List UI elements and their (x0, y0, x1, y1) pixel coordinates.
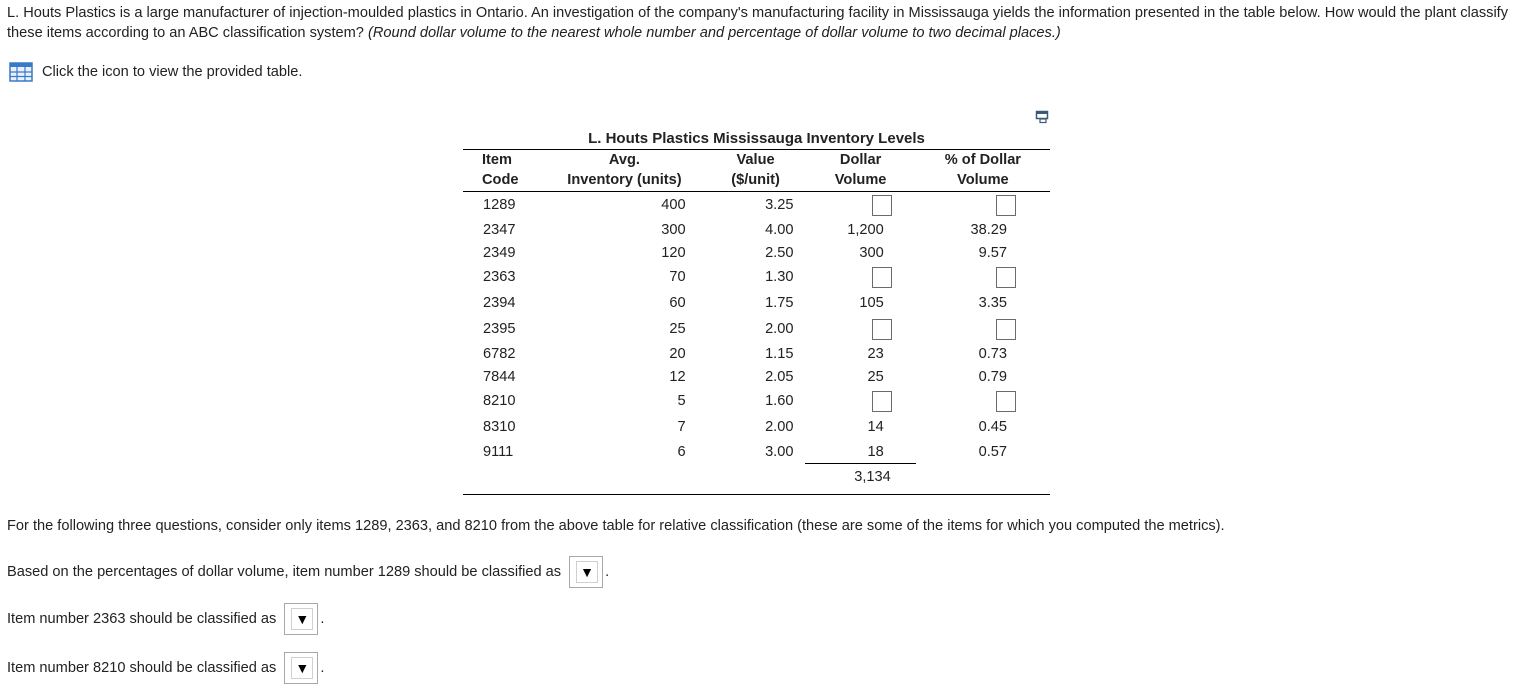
unit-value-cell: 3.00 (765, 443, 794, 460)
table-row (463, 192, 1050, 219)
dollar-volume-cell: 1,200 (847, 221, 884, 238)
item-code-cell: 1289 (483, 197, 516, 213)
pct-dollar-volume-cell (916, 264, 1050, 290)
question-2-text: Item number 2363 should be classified as (7, 611, 277, 627)
dollar-volume-cell: 23 (867, 345, 884, 362)
table-body (463, 192, 1050, 491)
table-row (463, 365, 1050, 388)
pct-dollar-volume-cell: 0.79 (978, 368, 1007, 385)
dollar-volume-cell: 105 (859, 295, 884, 311)
item-code-cell: 2394 (483, 295, 516, 311)
view-table-link[interactable] (9, 62, 302, 82)
header-value-1: Value (706, 150, 806, 171)
popout-window-icon[interactable] (1035, 110, 1051, 124)
table-row (463, 218, 1050, 241)
avg-inventory-cell: 300 (661, 221, 686, 238)
pct-dollar-volume-cell: 9.57 (978, 244, 1007, 261)
inventory-table-container (463, 129, 1050, 495)
table-grid-icon[interactable] (9, 62, 33, 82)
pct-dollar-volume-cell: 0.73 (978, 345, 1007, 362)
dollar-volume-input[interactable] (872, 391, 892, 412)
avg-inventory-cell: 7 (677, 419, 686, 435)
total-dollar-volume: 3,134 (854, 469, 891, 485)
item-code-cell: 6782 (483, 345, 516, 362)
table-row (463, 264, 1050, 290)
empty-cell (916, 464, 1050, 491)
dropdown-arrow-icon[interactable]: ▼ (580, 564, 595, 580)
question-3-text: Item number 8210 should be classified as (7, 660, 277, 676)
avg-inventory-cell: 70 (669, 269, 686, 285)
header-avg-1: Avg. (543, 150, 705, 171)
dollar-volume-cell: 18 (805, 440, 915, 464)
dollar-volume-input[interactable] (872, 195, 892, 216)
unit-value-cell: 3.25 (765, 197, 794, 213)
dropdown-arrow-box[interactable] (291, 657, 313, 679)
table-row (463, 241, 1050, 264)
pct-dollar-volume-input[interactable] (996, 391, 1016, 412)
item-code-cell: 8210 (483, 393, 516, 409)
header-dollar-2: Volume (805, 170, 915, 192)
pct-dollar-volume-input[interactable] (996, 267, 1016, 288)
unit-value-cell: 4.00 (765, 221, 794, 238)
unit-value-cell: 2.05 (765, 368, 794, 385)
classification-dropdown-8210[interactable] (284, 652, 318, 684)
item-code-cell: 8310 (483, 419, 516, 435)
avg-inventory-cell: 6 (677, 443, 686, 460)
table-row (463, 290, 1050, 316)
pct-dollar-volume-input[interactable] (996, 319, 1016, 340)
unit-value-cell: 1.60 (765, 393, 794, 409)
header-pct-1: % of Dollar (916, 150, 1050, 171)
item-code-cell: 2363 (483, 269, 516, 285)
classification-dropdown-2363[interactable] (284, 603, 318, 635)
header-value-2: ($/unit) (706, 170, 806, 192)
question-text (7, 3, 1512, 43)
dropdown-arrow-icon[interactable]: ▼ (295, 611, 310, 627)
question-body: L. Houts Plastics is a large manufacturer of injection-moulded plastics in Ontario. An investigation of the company's manufacturing facility in Mississauga yields the information presented in the table below. How would the plant classify these items according to an ABC classification system? (7, 5, 1509, 41)
unit-value-cell: 2.50 (765, 244, 794, 261)
unit-value-cell: 2.00 (765, 419, 794, 435)
dropdown-arrow-icon[interactable]: ▼ (295, 660, 310, 676)
total-row (463, 464, 1050, 491)
avg-inventory-cell: 120 (661, 244, 686, 261)
dollar-volume-cell: 25 (867, 368, 884, 385)
question-2 (7, 603, 324, 635)
pct-dollar-volume-cell (916, 316, 1050, 342)
header-avg-2: Inventory (units) (543, 170, 705, 192)
item-code-cell: 9111 (483, 443, 514, 460)
header-pct-2: Volume (916, 170, 1050, 192)
table-row (463, 316, 1050, 342)
dollar-volume-cell: 14 (867, 419, 884, 435)
instruction-text: For the following three questions, consider only items 1289, 2363, and 8210 from the above table for relative classification (these are some of the items for which you computed the metrics). (7, 518, 1225, 534)
pct-dollar-volume-cell: 0.45 (978, 419, 1007, 435)
table-row (463, 388, 1050, 414)
item-code-cell: 2347 (483, 221, 516, 238)
empty-cell (543, 464, 705, 491)
avg-inventory-cell: 400 (661, 197, 686, 213)
dollar-volume-cell (805, 388, 915, 414)
dropdown-arrow-box[interactable] (576, 561, 598, 583)
empty-cell (706, 464, 806, 491)
pct-dollar-volume-cell: 3.35 (978, 295, 1007, 311)
unit-value-cell: 1.30 (765, 269, 794, 285)
dollar-volume-cell: 300 (859, 244, 884, 261)
rounding-instruction: (Round dollar volume to the nearest whole number and percentage of dollar volume to two decimal places.) (367, 25, 1061, 41)
pct-dollar-volume-cell: 38.29 (970, 221, 1007, 238)
table-row (463, 414, 1050, 440)
item-code-cell: 2395 (483, 321, 516, 337)
empty-cell (463, 464, 543, 491)
item-code-cell: 7844 (483, 368, 516, 385)
period: . (605, 564, 610, 580)
pct-dollar-volume-cell: 0.57 (978, 443, 1007, 460)
dollar-volume-cell (805, 316, 915, 342)
question-1 (7, 556, 609, 588)
header-item-1: Item (463, 150, 543, 171)
table-row (463, 440, 1050, 464)
pct-dollar-volume-input[interactable] (996, 195, 1016, 216)
item-code-cell: 2349 (483, 244, 516, 261)
period: . (320, 660, 325, 676)
question-3 (7, 652, 324, 684)
unit-value-cell: 1.15 (765, 345, 794, 362)
view-table-label[interactable]: Click the icon to view the provided table. (42, 64, 303, 80)
dollar-volume-input[interactable] (872, 267, 892, 288)
avg-inventory-cell: 5 (677, 393, 686, 409)
unit-value-cell: 2.00 (765, 321, 794, 337)
header-dollar-1: Dollar (805, 150, 915, 171)
classification-dropdown-1289[interactable] (569, 556, 603, 588)
inventory-table (463, 149, 1050, 490)
avg-inventory-cell: 20 (669, 345, 686, 362)
pct-dollar-volume-cell (916, 192, 1050, 219)
dollar-volume-cell (805, 264, 915, 290)
pct-dollar-volume-cell (916, 388, 1050, 414)
dollar-volume-cell (805, 192, 915, 219)
dropdown-arrow-box[interactable] (291, 608, 313, 630)
dollar-volume-input[interactable] (872, 319, 892, 340)
period: . (320, 611, 325, 627)
avg-inventory-cell: 12 (669, 368, 686, 385)
unit-value-cell: 1.75 (765, 295, 794, 311)
avg-inventory-cell: 25 (669, 321, 686, 337)
table-title: L. Houts Plastics Mississauga Inventory Levels (588, 130, 925, 147)
table-bottom-rule (463, 494, 1050, 495)
avg-inventory-cell: 60 (669, 295, 686, 311)
header-item-2: Code (463, 170, 543, 192)
question-1-text: Based on the percentages of dollar volume, item number 1289 should be classified as (7, 564, 562, 580)
table-row (463, 342, 1050, 365)
